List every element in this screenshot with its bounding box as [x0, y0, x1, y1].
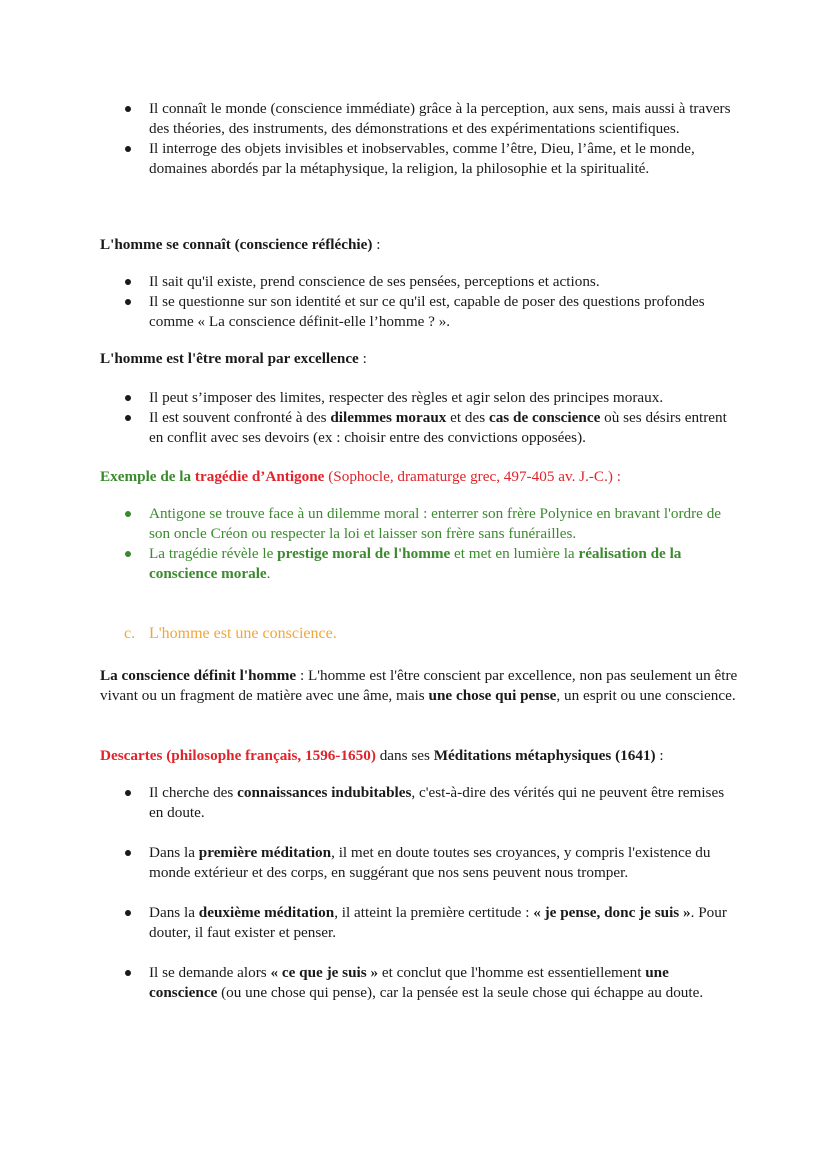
list-item: Il se questionne sur son identité et sur ce qu'il est, capable de poser des questions profondes comme « La conscience définit-elle l’homme ? ». [100, 292, 740, 332]
reflexive-section [100, 235, 740, 332]
section-heading: L'homme se connaît (conscience réfléchie) : [100, 236, 381, 253]
list-item: La tragédie révèle le prestige moral de l'homme et met en lumière la réalisation de la conscience morale. [100, 544, 740, 584]
bullet-icon [125, 395, 131, 401]
bullet-icon [125, 106, 131, 112]
bullet-icon [125, 790, 131, 796]
list-item: Il sait qu'il existe, prend conscience de ses pensées, perceptions et actions. [100, 272, 740, 292]
antigone-section [100, 467, 740, 584]
moral-section [100, 349, 740, 448]
definition-paragraph: La conscience définit l'homme : L'homme est l'être conscient par excellence, non pas seulement un être vivant ou un fragment de matière avec une âme, mais une chose qui pense, un esprit ou une conscience. [100, 667, 738, 704]
bullet-icon [125, 910, 131, 916]
bullet-icon [125, 415, 131, 421]
bullet-icon [125, 850, 131, 856]
list-item: Il connaît le monde (conscience immédiate) grâce à la perception, aux sens, mais aussi à travers des théories, des instruments, des démonstrations et des expérimentations scientifiques. [100, 99, 740, 139]
list-item: Dans la deuxième méditation, il atteint la première certitude : « je pense, donc je suis ». Pour douter, il faut exister et penser. [100, 903, 740, 943]
list-item: Il est souvent confronté à des dilemmes moraux et des cas de conscience où ses désirs entrent en conflit avec ses devoirs (ex : choisir entre des convictions opposées). [100, 408, 740, 448]
bullet-icon [125, 279, 131, 285]
bullet-icon [125, 299, 131, 305]
list-item: Il cherche des connaissances indubitables, c'est-à-dire des vérités qui ne peuvent être remises en doute. [100, 783, 740, 823]
bullet-icon [125, 970, 131, 976]
list-item: Il interroge des objets invisibles et inobservables, comme l’être, Dieu, l’âme, et le monde, domaines abordés par la métaphysique, la religion, la philosophie et la spiritualité. [100, 139, 740, 179]
section-heading: Exemple de la tragédie d’Antigone (Sophocle, dramaturge grec, 497-405 av. J.-C.) : [100, 468, 621, 485]
section-heading: L'homme est l'être moral par excellence : [100, 350, 367, 367]
subsection-heading: c. L'homme est une conscience. [124, 625, 337, 642]
descartes-section [100, 746, 740, 1003]
bullet-icon [125, 146, 131, 152]
section-heading: Descartes (philosophe français, 1596-1650) dans ses Méditations métaphysiques (1641) : [100, 747, 664, 764]
world-knowledge-section [100, 99, 740, 179]
bullet-icon [125, 551, 131, 557]
bullet-icon [125, 511, 131, 517]
list-item: Dans la première méditation, il met en doute toutes ses croyances, y compris l'existence du monde extérieur et des corps, en suggérant que nos sens peuvent nous tromper. [100, 843, 740, 883]
list-item: Il se demande alors « ce que je suis » et conclut que l'homme est essentiellement une conscience (ou une chose qui pense), car la pensée est la seule chose qui échappe au doute. [100, 963, 740, 1003]
subsection-marker: c. [124, 625, 136, 642]
list-item: Antigone se trouve face à un dilemme moral : enterrer son frère Polynice en bravant l'ordre de son oncle Créon ou respecter la loi et laisser son frère sans funérailles. [100, 504, 740, 544]
list-item: Il peut s’imposer des limites, respecter des règles et agir selon des principes moraux. [100, 388, 740, 408]
